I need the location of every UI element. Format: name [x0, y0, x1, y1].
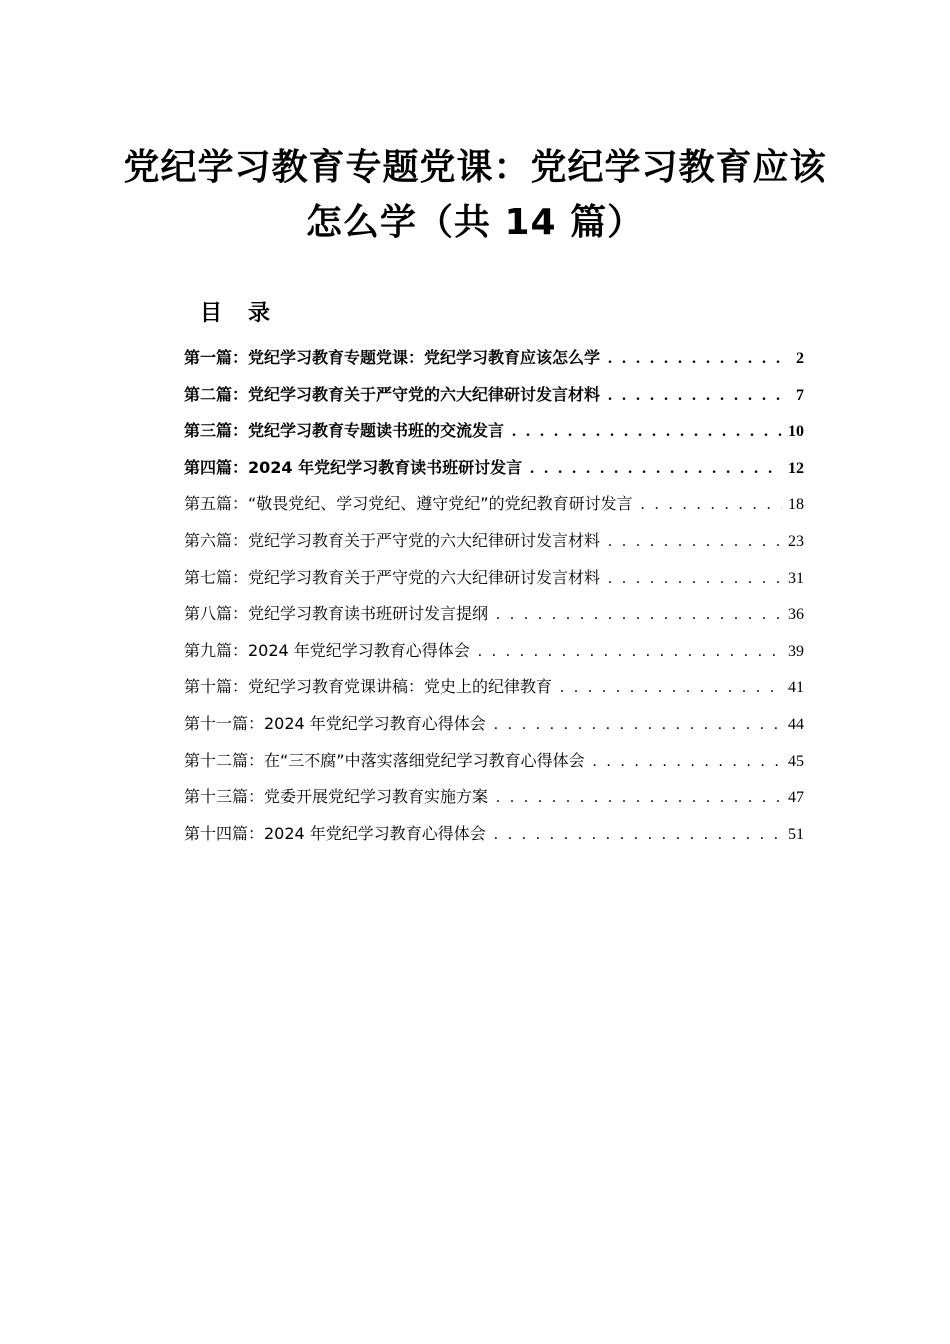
toc-entry-page: 18: [788, 496, 804, 514]
toc-leader-dots: [552, 670, 782, 706]
toc-entry-12[interactable]: [184, 743, 804, 780]
toc-entry-page: 23: [788, 532, 804, 550]
toc-entry-label: 第九篇：2024 年党纪学习教育心得体会: [184, 640, 470, 660]
document-title-line-2: 怎么学（共 14 篇）: [305, 202, 645, 243]
toc-entry-label: 第十二篇：在“三不腐”中落实落细党纪学习教育心得体会: [184, 750, 585, 770]
toc-leader-dots: [486, 817, 782, 853]
toc-entry-6[interactable]: [184, 523, 804, 560]
toc-entry-10[interactable]: [184, 669, 804, 706]
toc-entry-4[interactable]: [184, 450, 804, 487]
toc-entry-page: 31: [788, 569, 804, 587]
toc-entry-page: 7: [796, 386, 804, 404]
toc-entry-label: 第七篇：党纪学习教育关于严守党的六大纪律研讨发言材料: [184, 567, 601, 587]
toc-leader-dots: [600, 561, 782, 597]
toc-leader-dots: [585, 744, 782, 780]
toc-entry-7[interactable]: [184, 560, 804, 597]
toc-entry-page: 44: [788, 715, 804, 733]
toc-entry-page: 41: [788, 679, 804, 697]
toc-entry-label: 第一篇：党纪学习教育专题党课：党纪学习教育应该怎么学: [184, 348, 601, 367]
toc-entry-label: 第三篇：党纪学习教育专题读书班的交流发言: [184, 421, 505, 441]
toc-entry-label: 第六篇：党纪学习教育关于严守党的六大纪律研讨发言材料: [184, 530, 601, 550]
toc-entry-1[interactable]: [184, 340, 804, 377]
toc-leader-dots: [488, 780, 782, 816]
toc-leader-dots: [633, 487, 782, 523]
toc-entry-page: 36: [788, 606, 804, 624]
toc-entry-label: 第四篇：2024 年党纪学习教育读书班研讨发言: [184, 457, 523, 477]
toc-entry-label: 第八篇：党纪学习教育读书班研讨发言提纲: [184, 604, 489, 624]
toc-entry-2[interactable]: [184, 377, 804, 414]
toc-entry-page: 12: [788, 459, 804, 477]
toc-leader-dots: [488, 597, 782, 633]
toc-entry-page: 51: [788, 825, 804, 843]
toc-leader-dots: [600, 524, 782, 560]
toc-entry-9[interactable]: [184, 633, 804, 670]
toc-heading: 目录: [200, 301, 297, 326]
toc-leader-dots: [504, 414, 782, 450]
document-title-line-1: 党纪学习教育专题党课：党纪学习教育应该: [123, 147, 827, 188]
toc-entry-label: 第十篇：党纪学习教育党课讲稿：党史上的纪律教育: [184, 677, 553, 697]
toc-entry-page: 10: [788, 423, 804, 441]
toc-leader-dots: [600, 378, 782, 414]
toc-entry-page: 45: [788, 752, 804, 770]
toc-entry-page: 2: [796, 350, 804, 367]
toc-entry-label: 第十四篇：2024 年党纪学习教育心得体会: [184, 823, 486, 843]
toc-entry-14[interactable]: [184, 816, 804, 853]
toc-entry-label: 第二篇：党纪学习教育关于严守党的六大纪律研讨发言材料: [184, 384, 601, 404]
toc-leader-dots: [522, 451, 782, 487]
toc-entry-3[interactable]: [184, 413, 804, 450]
toc-entry-label: 第十一篇：2024 年党纪学习教育心得体会: [184, 713, 486, 733]
toc-leader-dots: [486, 707, 782, 743]
toc-entry-label: 第十三篇：党委开展党纪学习教育实施方案: [184, 787, 489, 807]
toc-leader-dots: [470, 634, 782, 670]
toc-entry-8[interactable]: [184, 596, 804, 633]
toc-leader-dots: [600, 341, 782, 377]
toc-entry-5[interactable]: [184, 486, 804, 523]
toc-entry-page: 47: [788, 789, 804, 807]
toc-entry-page: 39: [788, 642, 804, 660]
toc-entry-label: 第五篇：“敬畏党纪、学习党纪、遵守党纪”的党纪教育研讨发言: [184, 494, 633, 514]
table-of-contents: [184, 340, 804, 852]
toc-entry-11[interactable]: [184, 706, 804, 743]
toc-entry-13[interactable]: [184, 779, 804, 816]
